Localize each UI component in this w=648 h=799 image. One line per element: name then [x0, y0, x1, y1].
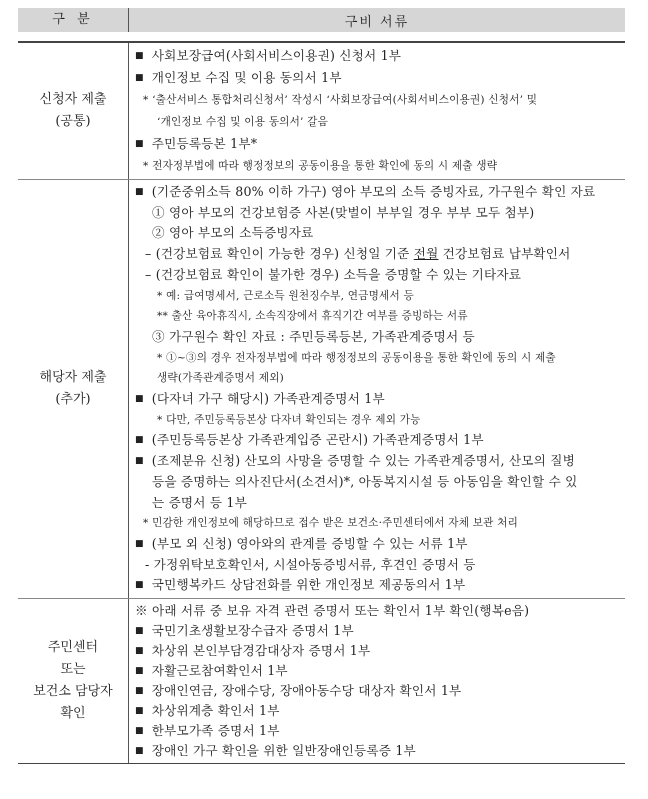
- row-documents: [129, 599, 625, 763]
- document-item: ■ 자활근로참여확인서 1부: [135, 661, 625, 681]
- table-row: [18, 43, 625, 180]
- category-label: 확인: [60, 706, 86, 722]
- document-note: * 다만, 주민등록등본상 다자녀 확인되는 경우 제외 가능: [157, 413, 421, 426]
- document-note: * 예: 급여명세서, 근로소득 원천징수부, 연금명세서 등: [157, 289, 414, 302]
- category-label: 해당자 제출: [39, 370, 107, 386]
- table-header: [18, 8, 625, 32]
- document-note: 생략(가족관계증명서 제외): [157, 372, 285, 385]
- documents-table: [18, 8, 625, 764]
- document-subitem: - 가정위탁보호확인서, 시설아동증빙서류, 후견인 증명서 등: [145, 556, 476, 572]
- document-item: ■ 국민기초생활보장수급자 증명서 1부: [135, 621, 625, 641]
- document-item: ■ 차상위계층 확인서 1부: [135, 701, 625, 721]
- table-row: [18, 599, 625, 764]
- header-category: 구 분: [18, 8, 129, 32]
- document-item: ■ 주민등록등본 1부*: [135, 133, 625, 155]
- document-note: * 전자정부법에 따라 행정정보의 공동이용을 통한 확인에 동의 시 제출 생략: [143, 160, 498, 172]
- document-note: ‘개인정보 수집 및 이용 동의서’ 갈음: [157, 116, 329, 128]
- row-category: [18, 599, 129, 763]
- document-subitem: ② 영아 부모의 소득증빙자료: [152, 225, 314, 241]
- header-divider: [18, 32, 625, 43]
- document-note: ** 출산 육아휴직시, 소속직장에서 휴직기간 여부를 증빙하는 서류: [157, 310, 468, 323]
- category-label: 신청자 제출: [39, 92, 107, 107]
- document-item: ■ 장애인연금, 장애수당, 장애아동수당 대상자 확인서 1부: [135, 681, 625, 701]
- document-subitem: – (건강보험료 확인이 불가한 경우) 소득을 증명할 수 있는 기타자료: [145, 266, 522, 282]
- document-item: ■ (주민등록등본상 가족관계입증 곤란시) 가족관계증명서 1부: [135, 430, 625, 451]
- document-item: ■ (부모 외 신청) 영아와의 관계를 증빙할 수 있는 서류 1부: [135, 534, 625, 555]
- document-subitem: 등을 증명하는 의사진단서(소견서)*, 아동복지시설 등 아동임을 확인할 수 있: [152, 473, 578, 489]
- document-subitem: ③ 가구원수 확인 자료 : 주민등록등본, 가족관계증명서 등: [152, 328, 475, 344]
- row-documents: [129, 180, 625, 598]
- document-item: ■ 장애인 가구 확인을 위한 일반장애인등록증 1부: [135, 741, 625, 761]
- table-row: [18, 180, 625, 599]
- header-documents: 구비 서류: [344, 14, 410, 30]
- document-item: ■ 국민행복카드 상담전화를 위한 개인정보 제공동의서 1부: [135, 575, 625, 596]
- category-label: 또는: [60, 662, 86, 678]
- category-label: (추가): [55, 392, 91, 408]
- row-category: [18, 180, 129, 598]
- document-subitem: ① 영아 부모의 건강보험증 사본(맞벌이 부부일 경우 부부 모두 첨부): [152, 204, 535, 220]
- document-item: ■ (기준중위소득 80% 이하 가구) 영아 부모의 소득 증빙자료, 가구원수 확인 자료: [135, 182, 625, 203]
- category-label: 보건소 담당자: [33, 684, 113, 700]
- document-subitem: 는 증명서 등 1부: [152, 494, 248, 510]
- document-item: ■ (조제분유 신청) 산모의 사망을 증명할 수 있는 가족관계증명서, 산모의 질병: [135, 451, 625, 472]
- document-item: ■ 개인정보 수집 및 이용 동의서 1부: [135, 67, 625, 89]
- document-item: ■ 차상위 본인부담경감대상자 증명서 1부: [135, 641, 625, 661]
- document-note: * 민감한 개인정보에 해당하므로 접수 받은 보건소·주민센터에서 자체 보관 처리: [143, 517, 519, 530]
- row-documents: [129, 43, 625, 179]
- document-item: ■ 사회보장급여(사회서비스이용권) 신청서 1부: [135, 45, 625, 67]
- document-subitem: ※ 아래 서류 중 보유 자격 관련 증명서 또는 확인서 1부 확인(행복e음): [135, 603, 530, 619]
- document-note: * ①~③의 경우 전자정부법에 따라 행정정보의 공동이용을 통한 확인에 동의 시 제출: [157, 351, 556, 364]
- document-item: ■ 한부모가족 증명서 1부: [135, 721, 625, 741]
- document-note: * ‘출산서비스 통합처리신청서’ 작성시 ‘사회보장급여(사회서비스이용권) 신청서’ 및: [143, 94, 538, 106]
- row-category: [18, 43, 129, 179]
- category-label: (공통): [55, 114, 91, 129]
- category-label: 주민센터: [47, 640, 99, 656]
- document-item: ■ (다자녀 가구 해당시) 가족관계증명서 1부: [135, 389, 625, 410]
- document-subitem: – (건강보험료 확인이 가능한 경우) 신청일 기준 전월 건강보험료 납부확인서: [145, 246, 571, 262]
